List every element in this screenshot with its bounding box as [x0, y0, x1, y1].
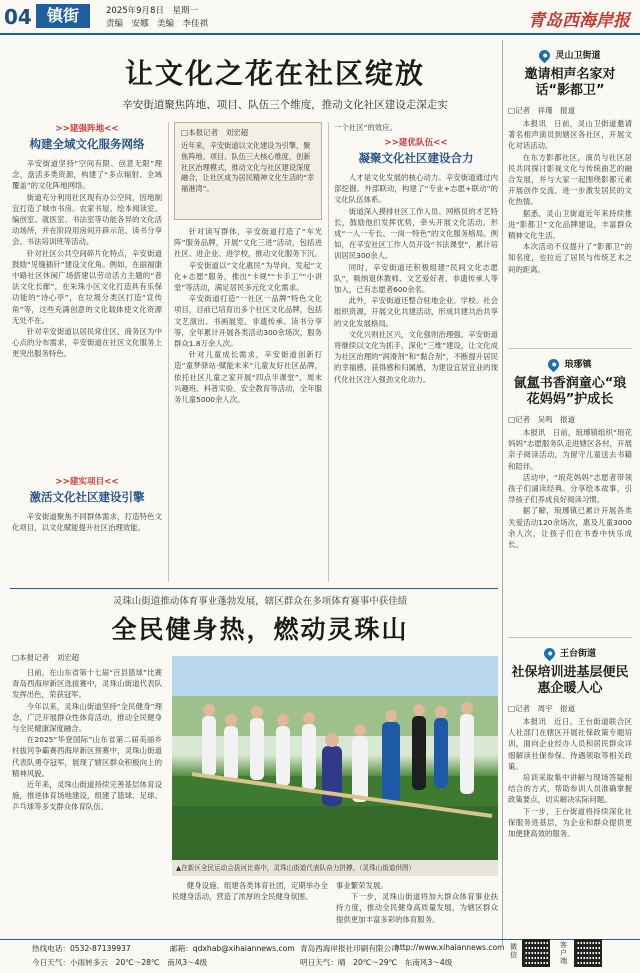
paragraph: 在东方影都社区，演员与社区居民共同探讨影视文化与传统曲艺的融合发展，并与大家一起围绕影都元素开展创作交流，进一步激发居民的文化热情。	[508, 152, 632, 207]
section-tag: >>建优队伍<<	[384, 138, 448, 148]
paragraph: 街道充分利用社区现有办公空间，因地制宜打造了城市书房、农家书屋、绘本阅读室、编创室、就医室、书法室等功能各异的文化活动场所，并在阶段用房间开辟示范、读书分享会、书法培训班等活动。	[12, 192, 162, 247]
right-column	[508, 40, 632, 946]
brief-title: 社保培训进基层便民惠企暖人心	[511, 665, 629, 696]
bottom-story-left	[12, 652, 162, 939]
byline: □本报记者 刘宏超	[12, 653, 80, 662]
section-heading: 构建全域文化服务网络	[29, 137, 145, 151]
photo-caption: ▲在新区全民运动会拔河比赛中，灵珠山街道代表队奋力拼搏。（灵珠山街道供图）	[172, 860, 498, 876]
paragraph: 此外，辛安街道还整合驻地企业、学校、社会组织资源，开展文化共建活动，形成共建共治共享的文化发展格局。	[334, 296, 498, 328]
section-tag: >>建强阵地<<	[55, 124, 119, 134]
location-name: 琅琊镇	[564, 360, 592, 370]
location-label	[508, 357, 632, 370]
section-tag: >>建实项目<<	[55, 477, 119, 487]
paragraph: 辛安街道打造“一社区一品牌”特色文化项目，目前已培育出多个社区文化品牌，包括文艺演出、书画展览、非遗传承、读书分享等，全年累计开展各类活动300余场次，服务群众1.8万余人次。	[174, 294, 322, 349]
weather-today: 今日天气：小雨转多云 20℃～28℃ 南风3～4级	[32, 958, 208, 967]
paragraph: 同时，辛安街道还积极组建“民间文化志愿队”，吸纳退休教师、文艺爱好者、非遗传承人等加入，已有志愿者600余名。	[334, 262, 498, 295]
footer	[0, 941, 640, 973]
paragraph: 辛安街道以“文化惠民”为导向，发起“文化+志愿”服务，推出“卡规”“卡手工”“小讲堂”等活动，满足居民多元化文化需求。	[174, 260, 322, 293]
masthead-rule	[0, 33, 640, 35]
paper-name: 青岛西海岸报	[528, 11, 630, 31]
column-3	[334, 122, 498, 572]
section-heading: 凝聚文化社区建设合力	[358, 151, 474, 165]
paragraph: 针对辛安街道以居民常住区、商务区为中心点的分布需求，辛安街道在社区文化服务上更突出服务特色。	[12, 327, 162, 359]
column-divider	[168, 122, 169, 582]
paragraph: 据悉，灵山卫街道近年来持续推进“影都卫”文化品牌建设，丰富群众精神文化生活。	[508, 208, 632, 241]
app-qr-code[interactable]	[574, 939, 602, 967]
article-body	[172, 880, 328, 938]
paragraph: 辛安街道聚焦不同群体需求，打造特色文化项目，以文化赋能提升社区治理效能。	[12, 512, 162, 533]
bottom-story-title: 全民健身热，燃动灵珠山	[111, 615, 409, 644]
paragraph: 今年以来，灵珠山街道坚持“全民健身”理念，广泛开展群众性体育活动，推动全民健身与全民健康深度融合。	[12, 701, 162, 734]
column-2	[174, 122, 322, 581]
intro-line: 一个社区”的效应。	[334, 123, 397, 132]
lead-left	[12, 122, 162, 601]
brief-divider	[508, 637, 632, 638]
paragraph: 活动中，“琅花妈妈”志愿者带领孩子们诵读经典、分享绘本故事，引导孩子们养成良好阅读习惯。	[508, 472, 632, 505]
paragraph: 针对社区公共空间碎片化特点，辛安街道鼓励“见缝插针”建设文化角。例如，在丽福康中路社区休闲广场搭建以劳动活力主题的“普法文化长廊”，在朱珠小区文化打造具有乐保功能的“诗心亭”，在垃圾分类区打造“宣传角”等，这些充满创意的文化载体使文化资源无处不在。	[12, 248, 162, 325]
qr-label: 微信	[510, 943, 517, 959]
news-brief	[508, 357, 632, 637]
column-divider	[328, 122, 329, 582]
paragraph: 针对读写群体，辛安街道打造了“车光阵”服务品牌，开展“文化三进”活动，包括进社区、进企业、进学校，推动文化服务下沉。	[174, 227, 322, 259]
article-body	[508, 716, 632, 921]
section-heading: 激活文化社区建设引擎	[29, 490, 145, 504]
article-body	[174, 226, 322, 581]
location-pin-icon	[537, 48, 553, 64]
paragraph: 下一步，灵珠山街道将加大群众体育事业扶持力度，推动全民健身高质量发展，为辖区群众提供更加丰富多彩的体育服务。	[336, 892, 498, 924]
story-separator	[10, 588, 498, 589]
article-body	[12, 667, 162, 939]
news-brief	[508, 646, 632, 946]
news-photo	[172, 656, 498, 876]
printer: 青岛西海岸报社印刷有限公司	[300, 944, 399, 953]
paragraph: 本报讯 日前，灵山卫街道邀请著名相声演员到辖区各社区，开展文化对话活动。	[508, 119, 632, 151]
tug-of-war-photo	[172, 656, 498, 876]
paragraph: 街道深入摸排社区工作人员、网格员的才艺特长，鼓励他们发挥优势，牵头开展文化活动。形成“一人一专长、一岗一特色”的文化服务格局。例如，在辛安社区工作人员开设“书法课堂”，累计培训居民300余人。	[334, 206, 498, 261]
byline: □记者 祥瑾 报道	[508, 106, 576, 115]
website-link[interactable]: http://www.xihaiannews.com	[395, 943, 505, 952]
quote-box	[174, 122, 322, 220]
email: 邮箱：qdxhab@xihaiannews.com	[170, 944, 295, 953]
news-brief	[508, 48, 632, 348]
location-label	[508, 646, 632, 659]
qr-label: 客户端	[560, 941, 567, 965]
paragraph: 据了解，琅琊镇已累计开展各类关爱活动120余场次，惠及儿童3000余人次，让孩子们在书香中快乐成长。	[508, 506, 632, 550]
paragraph: 健身设施、组建各类体育社团，定期举办全民健身活动，营造了浓厚的全民健身氛围。	[172, 881, 328, 902]
brief-title: 邀请相声名家对话“影都卫”	[524, 67, 616, 98]
headline-subtitle: 辛安街道聚焦阵地、项目、队伍三个维度，推动文化社区建设走深走实	[122, 99, 448, 111]
paragraph: 人才是文化发展的核心动力。辛安街道通过内部挖掘、外部联动，构建了“专业+志愿+联动”的文化队伍体系。	[334, 173, 498, 205]
location-name: 王台街道	[559, 649, 596, 659]
hotline: 热线电话：0532-87139937	[32, 944, 131, 953]
paragraph: 下一步，王台街道将持续深化社保服务进基层，为企业和群众提供更加便捷高效的服务。	[508, 806, 632, 839]
location-pin-icon	[546, 357, 562, 373]
paragraph: 事业繁荣发展。	[336, 881, 388, 890]
location-label	[508, 48, 632, 61]
wechat-qr-code[interactable]	[522, 939, 550, 967]
location-pin-icon	[542, 646, 558, 662]
article-body	[334, 172, 498, 572]
page-number: 04	[4, 5, 32, 29]
article-body	[508, 118, 632, 324]
weather-tomorrow: 明日天气：晴 20℃～29℃ 东南风3～4级	[300, 958, 453, 967]
byline: □本报记者 刘宏超	[181, 128, 249, 137]
paragraph: 培训采取集中讲解与现场答疑相结合的方式，帮助参训人员准确掌握政策要点，切实解决实际问题。	[508, 773, 632, 805]
issue-date: 2025年9月8日 星期一	[106, 6, 198, 16]
quote-text: 近年来，辛安街道以文化建设为引擎，聚焦阵地、项目、队伍三大核心维度，创新社区治理模式，推动文化与社区建设深度融合，让社区成为居民精神文化生活的“幸福港湾”。	[181, 141, 315, 194]
editors: 责编 安娜 美编 李佳祺	[106, 19, 209, 29]
brief-title: 氤氲书香润童心“琅花妈妈”护成长	[513, 376, 627, 407]
article-body	[12, 158, 162, 471]
section-label: 镇街	[36, 4, 90, 28]
paragraph: 本次活动不仅提升了“影都卫”的知名度，也拉近了居民与传统艺术之间的距离。	[508, 242, 632, 274]
brief-divider	[508, 348, 632, 349]
paragraph: 针对儿童成长需求，辛安街道创新打造“童梦驿站·赋能未来”儿童友好社区品牌，依托社区儿童之家开展“四点半课堂”、周末兴趣班、科普实验、安全教育等活动，全年服务儿童5000余人次。	[174, 350, 322, 405]
byline: □记者 周宇 报道	[508, 704, 576, 713]
paragraph: 本报讯 日前，琅琊镇组织“琅花妈妈”志愿服务队走进辖区各村，开展亲子阅读活动，为留守儿童送去书籍和陪伴。	[508, 428, 632, 471]
article-body	[336, 880, 498, 938]
location-name: 灵山卫街道	[555, 51, 601, 61]
masthead	[0, 0, 640, 34]
article-body	[508, 427, 632, 613]
paragraph: 近年来，灵珠山街道持续完善基层体育设施，推进体育场地建设，组建了篮球、足球、乒乓球等多支群众体育队伍。	[12, 780, 162, 812]
paragraph: 本报讯 近日，王台街道联合区人社部门在辖区开展社保政策专题培训，面向企业经办人员和居民群众详细解读社保参保、待遇领取等相关政策。	[508, 717, 632, 771]
right-column-divider	[502, 40, 503, 945]
paragraph: 辛安街道坚持“空间有限、创意无限”理念，盘活多类资源，构建了“多点辐射、全域覆盖”的文化阵地网络。	[12, 159, 162, 191]
bottom-story-kicker: 灵珠山街道推动体育事业蓬勃发展，辖区群众在多项体育赛事中获佳绩	[112, 596, 408, 607]
paragraph: 日前，在山东省第十七届“百县篮球”比赛青岛西海岸新区选拔赛中，灵珠山街道代表队发挥出色，荣获冠军。	[12, 668, 162, 700]
byline: □记者 吴鸣 报道	[508, 415, 576, 424]
page-title: 让文化之花在社区绽放	[124, 57, 425, 90]
paragraph: 文化兴则社区兴，文化强则治理强。辛安街道将继续以文化为抓手，深化“三维”建设，让文化成为社区治理的“润滑剂”和“黏合剂”，不断提升居民的幸福感、获得感和归属感，为建设宜居宜业的现代化社区注入强劲文化动力。	[334, 329, 498, 384]
paragraph: 在2025“华登国际”山东省第二届美丽乡村拔河争霸赛西海岸新区预赛中，灵珠山街道代表队勇夺冠军，展现了辖区群众积极向上的精神风貌。	[12, 735, 162, 778]
